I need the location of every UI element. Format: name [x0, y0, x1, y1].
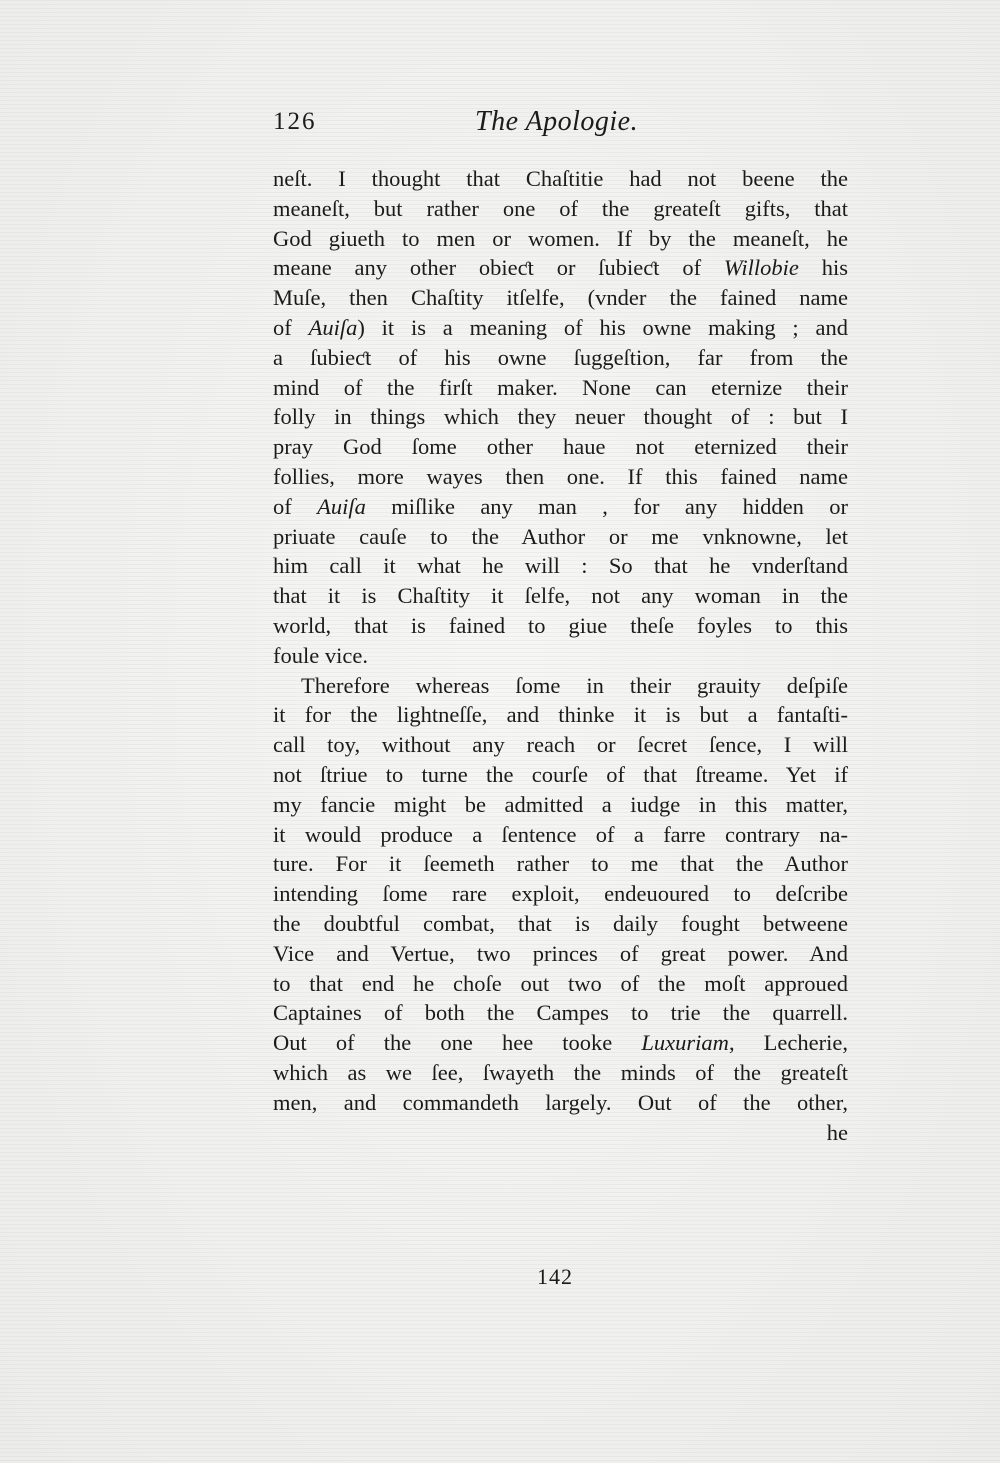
text-line	[273, 462, 848, 492]
text-line	[273, 581, 848, 611]
text-run: men, and commandeth largely. Out of the other,	[273, 1089, 848, 1115]
text-line	[273, 998, 848, 1028]
italic-name: Willobie	[723, 255, 799, 281]
text-line	[273, 939, 848, 969]
text-line	[273, 164, 848, 194]
text-run: pray God ſome other haue not eternized their	[273, 434, 848, 460]
text-line	[273, 1118, 848, 1148]
text-run: follies, more wayes then one. If this fained name	[273, 463, 848, 489]
text-line	[273, 313, 848, 343]
text-run: Muſe, then Chaſtity itſelfe, (vnder the fained name	[273, 285, 848, 311]
body-text	[273, 164, 848, 1147]
text-run: meaneſt, but rather one of the greateſt gifts, that	[273, 195, 848, 221]
folio-number: 142	[537, 1264, 573, 1289]
text-run: world, that is fained to giue theſe foyles to this	[273, 612, 848, 638]
text-run: God giueth to men or women. If by the meaneſt, he	[273, 225, 848, 251]
text-run: folly in things which they neuer thought of : but I	[273, 404, 848, 430]
text-run: that it is Chaſtity it ſelfe, not any woman in the	[273, 583, 848, 609]
text-run: not ſtriue to turne the courſe of that ſtreame. Yet if	[273, 761, 848, 787]
text-run: him call it what he will : So that he vnderſtand	[273, 553, 848, 579]
text-run: it would produce a ſentence of a farre contrary na-	[273, 821, 848, 847]
text-run: a ſubieƈt of his owne ſuggeſtion, far from the	[273, 344, 848, 370]
text-line	[273, 641, 848, 671]
text-line	[273, 879, 848, 909]
text-line	[273, 522, 848, 552]
text-run: he	[826, 1119, 848, 1145]
text-line	[273, 820, 848, 850]
text-line	[273, 551, 848, 581]
text-run: meane any other obieƈt or ſubieƈt of	[273, 255, 724, 281]
text-run: Captaines of both the Campes to trie the quarrell.	[273, 1000, 848, 1026]
text-line	[273, 492, 848, 522]
text-run: my fancie might be admitted a iudge in this matter,	[273, 791, 848, 817]
text-run: Out of the one hee tooke	[273, 1030, 642, 1056]
running-head	[273, 108, 853, 148]
text-line	[273, 253, 848, 283]
text-line	[273, 969, 848, 999]
text-run: of	[273, 314, 309, 340]
text-run: miſlike any man , for any hidden or	[365, 493, 849, 519]
text-run: priuate cauſe to the Author or me vnknowne, let	[273, 523, 848, 549]
text-run: which as we ſee, ſwayeth the minds of the greateſt	[273, 1059, 848, 1085]
running-title: The Apologie.	[475, 106, 639, 137]
text-run: Therefore whereas ſome in their grauity deſpiſe	[301, 672, 848, 698]
text-line	[273, 373, 848, 403]
text-line	[273, 700, 848, 730]
text-line	[273, 283, 848, 313]
text-run: Vice and Vertue, two princes of great power. And	[273, 940, 848, 966]
text-line	[273, 1028, 848, 1058]
text-line	[273, 1058, 848, 1088]
text-line	[273, 611, 848, 641]
text-run: foule vice.	[273, 642, 368, 668]
text-line	[273, 730, 848, 760]
text-line	[273, 1088, 848, 1118]
text-line	[273, 909, 848, 939]
text-run: neſt. I thought that Chaſtitie had not beene the	[273, 166, 848, 191]
page-number: 126	[273, 108, 317, 135]
text-run: ) it is a meaning of his owne making ; and	[357, 314, 848, 340]
text-line	[273, 760, 848, 790]
text-line	[273, 432, 848, 462]
text-run: his	[798, 255, 848, 281]
text-run: mind of the firſt maker. None can eternize their	[273, 374, 848, 400]
text-line	[273, 343, 848, 373]
text-run: of	[273, 493, 318, 519]
text-line	[273, 849, 848, 879]
text-run: , Lecherie,	[728, 1030, 848, 1056]
text-line	[273, 671, 848, 701]
text-line	[273, 402, 848, 432]
text-run: it for the lightneſſe, and thinke it is but a fantaſti-	[273, 702, 848, 728]
italic-name: Luxuriam	[641, 1030, 729, 1056]
text-run: intending ſome rare exploit, endeuoured to deſcribe	[273, 881, 848, 907]
text-line	[273, 194, 848, 224]
italic-name: Auiſa	[317, 493, 366, 519]
text-run: ture. For it ſeemeth rather to me that the Author	[273, 851, 848, 877]
text-line	[273, 224, 848, 254]
text-line	[273, 790, 848, 820]
text-run: the doubtful combat, that is daily fought betweene	[273, 910, 848, 936]
text-run: call toy, without any reach or ſecret ſence, I will	[273, 732, 848, 758]
italic-name: Auiſa	[308, 314, 358, 340]
text-run: to that end he choſe out two of the moſt approued	[273, 970, 848, 996]
